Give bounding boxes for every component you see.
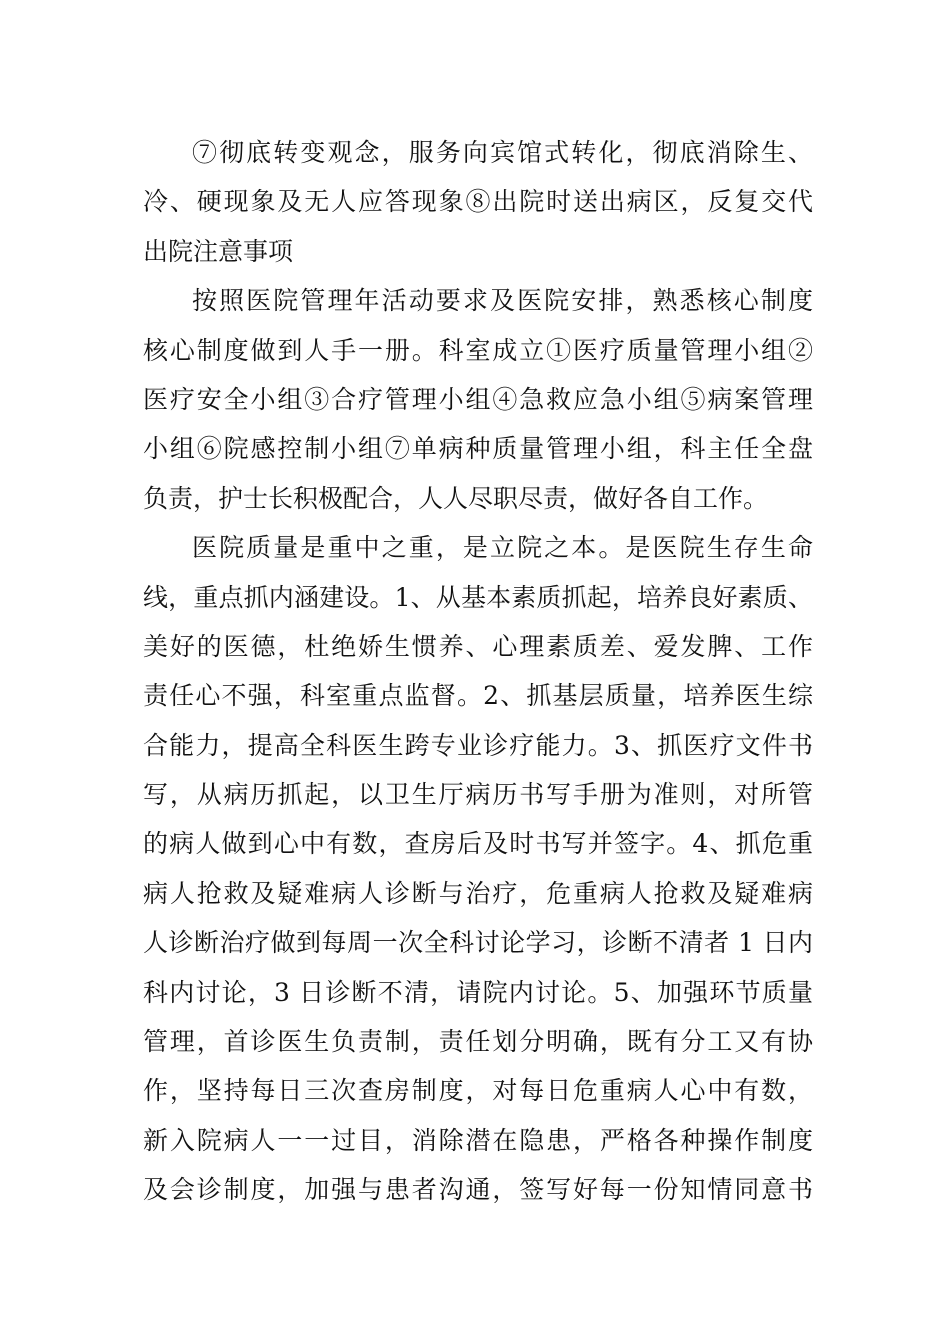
paragraph-3-line-7: 的病人做到心中有数，查房后及时书写并签字。4、抓危重 <box>143 829 813 859</box>
document-body <box>143 128 813 1215</box>
paragraph-3-line-14: 及会诊制度，加强与患者沟通，签写好每一份知情同意书 <box>143 1175 813 1205</box>
paragraph-3-line-1: 医院质量是重中之重，是立院之本。是医院生存生命 <box>192 533 813 563</box>
paragraph-2-line-5: 负责，护士长积极配合，人人尽职尽责，做好各自工作。 <box>143 483 769 513</box>
paragraph-2-line-3: 医疗安全小组③合疗管理小组④急救应急小组⑤病案管理 <box>143 384 813 414</box>
paragraph-1-line-1: ⑦彻底转变观念，服务向宾馆式转化，彻底消除生、 <box>192 138 813 167</box>
paragraph-3-line-4: 责任心不强，科室重点监督。2、抓基层质量，培养医生综 <box>143 681 813 711</box>
paragraph-3-line-13: 新入院病人一一过目，消除潜在隐患，严格各种操作制度 <box>143 1125 813 1155</box>
paragraph-2-line-2: 核心制度做到人手一册。科室成立①医疗质量管理小组② <box>143 335 813 365</box>
paragraph-3-line-2: 线，重点抓内涵建设。1、从基本素质抓起，培养良好素质、 <box>143 582 813 612</box>
paragraph-3-line-3: 美好的医德，杜绝娇生惯养、心理素质差、爱发脾、工作 <box>143 631 813 661</box>
paragraph-2-line-1: 按照医院管理年活动要求及医院安排，熟悉核心制度 <box>192 286 813 316</box>
paragraph-1-line-2: 冷、硬现象及无人应答现象⑧出院时送出病区，反复交代 <box>143 187 813 217</box>
paragraph-3-line-5: 合能力，提高全科医生跨专业诊疗能力。3、抓医疗文件书 <box>143 730 813 760</box>
paragraph-3-line-6: 写，从病历抓起，以卫生厅病历书写手册为准则，对所管 <box>143 780 813 810</box>
paragraph-1-line-3: 出院注意事项 <box>143 236 294 266</box>
paragraph-3-line-8: 病人抢救及疑难病人诊断与治疗，危重病人抢救及疑难病 <box>143 878 813 908</box>
paragraph-3-line-9: 人诊断治疗做到每周一次全科讨论学习，诊断不清者 1 日内 <box>143 928 813 958</box>
paragraph-3-line-11: 管理，首诊医生负责制，责任划分明确，既有分工又有协 <box>143 1027 813 1057</box>
paragraph-2-line-4: 小组⑥院感控制小组⑦单病种质量管理小组，科主任全盘 <box>143 434 813 464</box>
paragraph-3-line-10: 科内讨论，3 日诊断不清，请院内讨论。5、加强环节质量 <box>143 977 813 1007</box>
paragraph-3-line-12: 作，坚持每日三次查房制度，对每日危重病人心中有数， <box>143 1076 813 1106</box>
